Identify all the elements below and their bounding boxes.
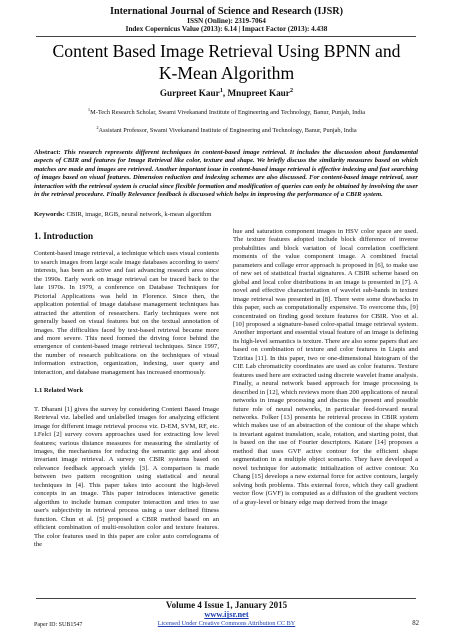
- related-work-continued-paragraph: hue and saturation component images in HSV color space are used. The texture features adopted include block difference of inverse probabilities and block variation of local correlation coefficient moments of the value component image. A combined fractal parameters and collage error approach is proposed in [6], to make use of new set of statistical fractal signatures. A CBIR scheme based on global and local color distributions in an image is presented in [7]. A novel and effective characterization of wavelet sub-bands in texture image retrieval was presented in [8]. There were some drawbacks in this paper, such as computationally expensive. To overcome this, [9] concentrated on finding good texture features for CBIR. Yoo et al. [10] proposed a signature-based color-spatial image retrieval system. Another important and essential visual feature of an image is defining its high-level semantics is texture. There are also some papers that are based on combination of texture and color features in Liapis and Tziritas [11]. In this paper, two or one-dimensional histogram of the CIE Lab chromaticity coordinates are used as color features. Texture features used here are extracted using discrete wavelet frame analysis. Finally, a neural network based approach for image processing is described in [12], which reviews more than 200 applications of neural networks in image processing and discuss the present and possible future role of neural networks, in particular feed-forward neural networks. Folker [13] presents he retrieval process in CBIR system which makes use of an abstraction of the contour of the shape which is invariant against translation, scale, rotation, and starting point, that is based on the use of Fourier descriptors. Katare [14] proposes a method that uses GVF active contour for the efficient shape segmentation in a multiple object scenario. They have developed a novel technique for automatic initialization of active contour. Xu Chang [15] develops a new external force for active contours, largely solving both problems. This external force, which they call gradient vector flow (GVF) is computed as a diffusion of the gradient vectors of a gray-level or binary edge map derived from the image: [233, 228, 418, 506]
- keywords-text: CBIR, image, RGB, neural network, k-mean algorithm: [66, 211, 212, 218]
- paper-title-line-1: Content Based Image Retrieval Using BPNN and: [52, 41, 401, 61]
- abstract: [34, 149, 418, 200]
- keywords-label: Keywords:: [34, 211, 65, 218]
- journal-title: International Journal of Science and Research (IJSR): [110, 6, 343, 17]
- affiliation-1: $^1$M-Tech Research Scholar, Swami Vivekanand Institute of Engineering and Technology, Banur, Punjab, India: [87, 106, 366, 116]
- left-column: [34, 228, 219, 549]
- affiliation-2: $^2$Assistant Professor, Swami Vivekanand Institute of Engineering and Technology, Banur, Punjab, India: [96, 124, 357, 134]
- header-divider: [36, 36, 416, 37]
- keywords: [34, 211, 418, 218]
- journal-header: [0, 6, 453, 34]
- author-2: Mnupreet Kaur: [227, 88, 290, 98]
- author-list: Gurpreet Kaur$^1$, Mnupreet Kaur$^2$: [159, 86, 294, 98]
- abstract-label: Abstract:: [34, 149, 61, 156]
- abstract-text: This research represents different techniques in content-based image retrieval. It includes the discussion about fundamental aspects of CBIR and features for Image Retrieval like color, texture and shape. We briefly discuss the similarity measures based on which matches are made and images are retrieved. Another important issue in content-based image retrieval is effective indexing and fast searching of images based on visual features. Dimension reduction and indexing schemes are also discussed. For content-based image retrieval, user interaction with the retrieval system is crucial since flexible formation and modification of queries can only be obtained by involving the user in the retrieval procedure. Finally Relevance feedback is discussed which helps in improving the performance of a CBIR system.: [34, 149, 418, 199]
- paper-id: Paper ID: SUB1547: [34, 622, 83, 628]
- paper-title-line-2: K-Mean Algorithm: [158, 63, 295, 83]
- paper-title: [20, 40, 433, 84]
- footer-license-link[interactable]: Licensed Under Creative Commons Attribution CC BY: [157, 620, 296, 627]
- footer-volume: Volume 4 Issue 1, January 2015: [165, 600, 288, 610]
- introduction-paragraph: Content-based image retrieval, a technique which uses visual contents to search images from large scale image databases according to users' interests, has been an active and fast advancing research area since the 1990s. Early work on image retrieval can be traced back to the late 1970s. In 1979, a conference on Database Techniques for Pictorial Applications was held in Florence. Since then, the application potential of image database management techniques has attracted the attention of researchers. Early techniques were not generally based on visual features but on the textual annotation of images. The difficulties faced by text-based retrieval became more and more severe. This need formed the driving force behind the emergence of content-based image retrieval techniques. Since 1997, the number of research publications on the techniques of visual information extraction, organization, indexing, user query and interaction, and database management has increased enormously.: [34, 250, 219, 376]
- right-column: [233, 228, 418, 507]
- author-1: Gurpreet Kaur: [159, 88, 220, 98]
- section-heading-introduction: 1. Introduction: [34, 231, 94, 241]
- footer-website-link[interactable]: www.ijsr.net: [204, 610, 249, 620]
- page-number: 82: [412, 620, 419, 627]
- subsection-heading-related-work: 1.1 Related Work: [34, 387, 84, 395]
- footer-divider: [36, 598, 416, 599]
- journal-index: Index Copernicus Value (2013): 6.14 | Impact Factor (2013): 4.438: [125, 25, 328, 34]
- related-work-paragraph: T. Dharani [1] gives the survey by considering Content Based Image Retrieval viz. labelled and unlabelled images for analyzing efficient image for different image retrieval process viz. D-EM, SVM, RF, etc. I.Felci [2] survey covers approaches used for extracting low level features; various distance measures for measuring the similarity of images, the mechanisms for reducing the semantic gap and about invariant image retrieval. A survey on CBIR systems based on relevance feedback approach yields [3]. A comparison is made between two pattern recognition using statistical and neural techniques in [4]. This paper takes into account the high-level concepts in an image. This paper introduces interactive genetic algorithm to include human computer interaction and tries to use user's subjectivity in retrieval process using a user defined fitness function. Chun et al. [5] proposed a CBIR method based on an efficient combination of multi-resolution color and texture features. The color features used in this paper are color auto correlograms of the: [34, 405, 219, 548]
- journal-issn: ISSN (Online): 2319-7064: [187, 17, 266, 26]
